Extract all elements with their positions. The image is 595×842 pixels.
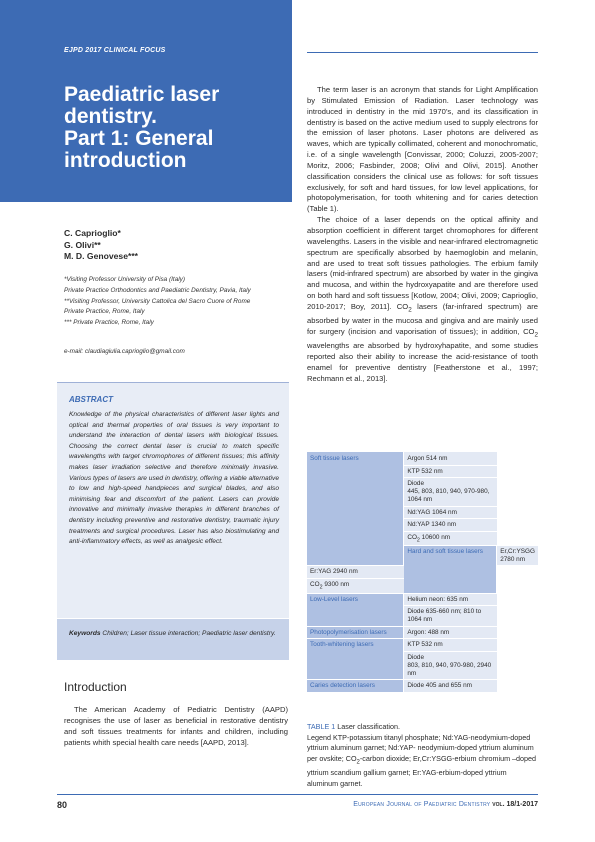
laser-classification-table: [307, 452, 538, 693]
table-row: [307, 452, 538, 465]
table-cell: [307, 578, 404, 593]
table-cell: Nd:YAP 1340 nm: [404, 519, 497, 532]
table-cell: Argon 514 nm: [404, 452, 497, 465]
keywords-box: [57, 619, 289, 660]
body-paragraph: [307, 215, 538, 385]
contact-email[interactable]: e-mail: claudiagiulia.caprioglio@gmail.com: [64, 348, 185, 355]
table-cell: Nd:YAG 1064 nm: [404, 506, 497, 519]
section-tag: EJPD 2017 CLINICAL FOCUS: [64, 47, 166, 54]
author: C. Caprioglio*: [64, 228, 121, 238]
text-run: -carbon dioxide; Er,Cr:YSGG-erbium chromium –doped yttrium scandium gallium garnet; Er:YAG-erbium-doped yttrium aluminum garnet.: [307, 754, 537, 788]
abstract-box: [57, 382, 289, 618]
title-line: dentistry.: [64, 105, 157, 128]
text-run: Legend KTP-potassium titanyl phosphate; Nd:YAG-neodymium-doped yttrium aluminum garnet; Nd:YAP- neodymium-doped yttrium aluminum per ovskite; CO: [307, 732, 534, 764]
keywords-text: [69, 629, 281, 640]
title-line: Part 1: General: [64, 127, 214, 150]
page-number: 80: [57, 800, 68, 810]
text-run: lasers (far-infrared spectrum) are absorbed by water in the mucosa and gingiva and are mainly used for surgery (incision and vaporisation of tissues); in addition, CO: [307, 301, 538, 337]
subscript: 2: [408, 306, 412, 314]
text-run: CO: [310, 580, 320, 588]
journal-name: European Journal of Paediatric Dentistry: [353, 801, 491, 808]
title-line: introduction: [64, 149, 187, 172]
table-category: Soft tissue lasers: [307, 452, 404, 566]
affiliations: [64, 275, 289, 329]
text-run: 9300 nm: [322, 580, 350, 588]
body-paragraph: The term laser is an acronym that stands for Light Amplification by Stimulated Emission of Radiation. Laser technology was introduced in dentistry in the mid 1970’s, and its classification in dentistry is based on the active medium used to supply electrons for the emission of laser photons. Laser photons are delivered as waves, which are typically collimated, coherent and monochromatic, i.e. of a single wavelength [Convissar, 2000; Coluzzi, 2005-2007; Moritz, 2006; Fasbinder, 2008; Olivi and Olivi, 2015]. Another classification considers the clinical use as follows: for soft tissues exclusively, for soft and hard tissues, for low level applications, for photopolymerisation, for tooth whitening and for caries detection (Table 1).: [307, 85, 538, 214]
table-category: Hard and soft tissue lasers: [404, 546, 497, 593]
header-rule: [307, 52, 538, 53]
abstract-text: Knowledge of the physical characteristics of different laser lights and optical and thermal properties of oral tissues is very important to understand the interaction of dental lasers with biological tissues. Choosing the correct dental laser is crucial to match specific wavelengths with target chromophores of different tissues; this affinity makes laser irradiation selective and therefore minimally invasive. Various types of lasers are used in dentistry, offering a viable alternative to low and high-speed handpieces and surgical blades, and also minimising fear and discomfort of the patient. Lasers can provide innovative and minimally invasive therapies in different branches of dentistry including preventive and restorative dentistry, traumatic injury treatments and surgical procedures. Laser has also biostimulating and anti-inflammatory effects, as well as analgesic effect.: [69, 411, 279, 546]
text-run: CO: [407, 533, 417, 541]
subscript: 2: [534, 331, 538, 339]
right-column: [307, 85, 538, 385]
introduction-heading: Introduction: [64, 680, 127, 694]
cell-line: Diode: [407, 480, 425, 487]
text-run: wavelengths are absorbed by hydroxyhapatite, and some studies reported also their ability to increase the acid-resistance of tooth enamel for preventive dentistry [Featherstone et al., 1997; Rechmann et al., 2013].: [307, 341, 538, 383]
journal-footer: [353, 801, 538, 808]
article-title: [64, 84, 274, 172]
cell-line: Diode: [407, 653, 425, 661]
table-row: [307, 593, 538, 606]
affiliation-line: **Visiting Professor, University Cattolica del Sacro Cuore of Rome: [64, 297, 251, 305]
subscript: 2: [356, 759, 360, 766]
subscript: 2: [319, 584, 323, 591]
cell-line: 803, 810, 940, 970-980, 2940 nm: [407, 661, 492, 677]
affiliation-line: *Visiting Professor University of Pisa (Italy): [64, 276, 185, 283]
subscript: 2: [416, 536, 420, 543]
author: G. Olivi**: [64, 239, 101, 250]
journal-volume: vol. 18/1-2017: [490, 801, 538, 808]
keywords-value: Children; Laser tissue interaction; Paediatric laser dentistry.: [102, 630, 276, 637]
table-category: Low-Level lasers: [307, 593, 404, 626]
affiliation-line: *** Private Practice, Rome, Italy: [64, 319, 154, 327]
table-caption: [307, 722, 538, 790]
table-row: [307, 626, 538, 639]
table-cell: [404, 651, 497, 680]
table-category: Photopolymerisation lasers: [307, 626, 404, 639]
cell-line: 445, 803, 810, 940, 970-980, 1064 nm: [407, 488, 490, 503]
table-cell: Er:YAG 2940 nm: [307, 566, 404, 579]
table-cell: KTP 532 nm: [404, 465, 497, 478]
table-row: [307, 639, 538, 652]
caption-text: Laser classification.: [335, 722, 400, 731]
table-cell: Helium neon: 635 nm: [404, 593, 497, 606]
table-cell: Argon: 488 nm: [404, 626, 497, 639]
title-line: Paediatric laser: [64, 83, 220, 106]
author: M. D. Genovese***: [64, 251, 139, 261]
footer-rule: [57, 794, 538, 795]
table-cell: Diode 405 and 655 nm: [404, 680, 497, 693]
table-category: Caries detection lasers: [307, 680, 404, 693]
table-category: Tooth-whitening lasers: [307, 639, 404, 680]
table-cell: [404, 531, 497, 546]
affiliation-line: Private Practice, Rome, Italy: [64, 308, 145, 316]
keywords-label: Keywords: [69, 630, 101, 637]
introduction-text: The American Academy of Pediatric Dentistry (AAPD) recognises the use of laser as beneficial in restorative dentistry and soft tissues treatments for infants and children, including patients whith special health care needs [AAPD, 2013].: [64, 705, 288, 747]
affiliation-line: Private Practice Orthodontics and Paediatric Dentistry, Pavia, Italy: [64, 286, 251, 294]
text-run: The choice of a laser depends on the optical affinity and absorption coefficient in different target chromophores for different wavelengths. Lasers in the visible and near-infrared electromagnetic spectrum are specifically absorbed by haemoglobin and melanin, and are used to treat soft tissues pathologies. The erbium family lasers (mid-infrared spectrum) are absorbed by water in the gingiva and mucosa, and within the hydroxyapatite and are therefore used on both hard and soft tissuess [Kotlow, 2004; Olivi, 2009; Caprioglio, 2010-2017; Boy, 2011]. CO: [307, 215, 538, 311]
caption-label: TABLE 1: [307, 722, 336, 731]
caption-legend: [307, 733, 538, 790]
table-cell: Diode 635-660 nm; 810 to 1064 nm: [404, 606, 497, 627]
table-cell: Er,Cr:YSGG 2780 nm: [497, 546, 538, 566]
caption-title: [307, 722, 538, 733]
abstract-title: ABSTRACT: [69, 395, 113, 404]
table-cell: KTP 532 nm: [404, 639, 497, 652]
text-run: 10600 nm: [419, 533, 451, 541]
table-cell: [404, 478, 497, 507]
table-row: [307, 680, 538, 693]
author-list: [64, 228, 138, 263]
